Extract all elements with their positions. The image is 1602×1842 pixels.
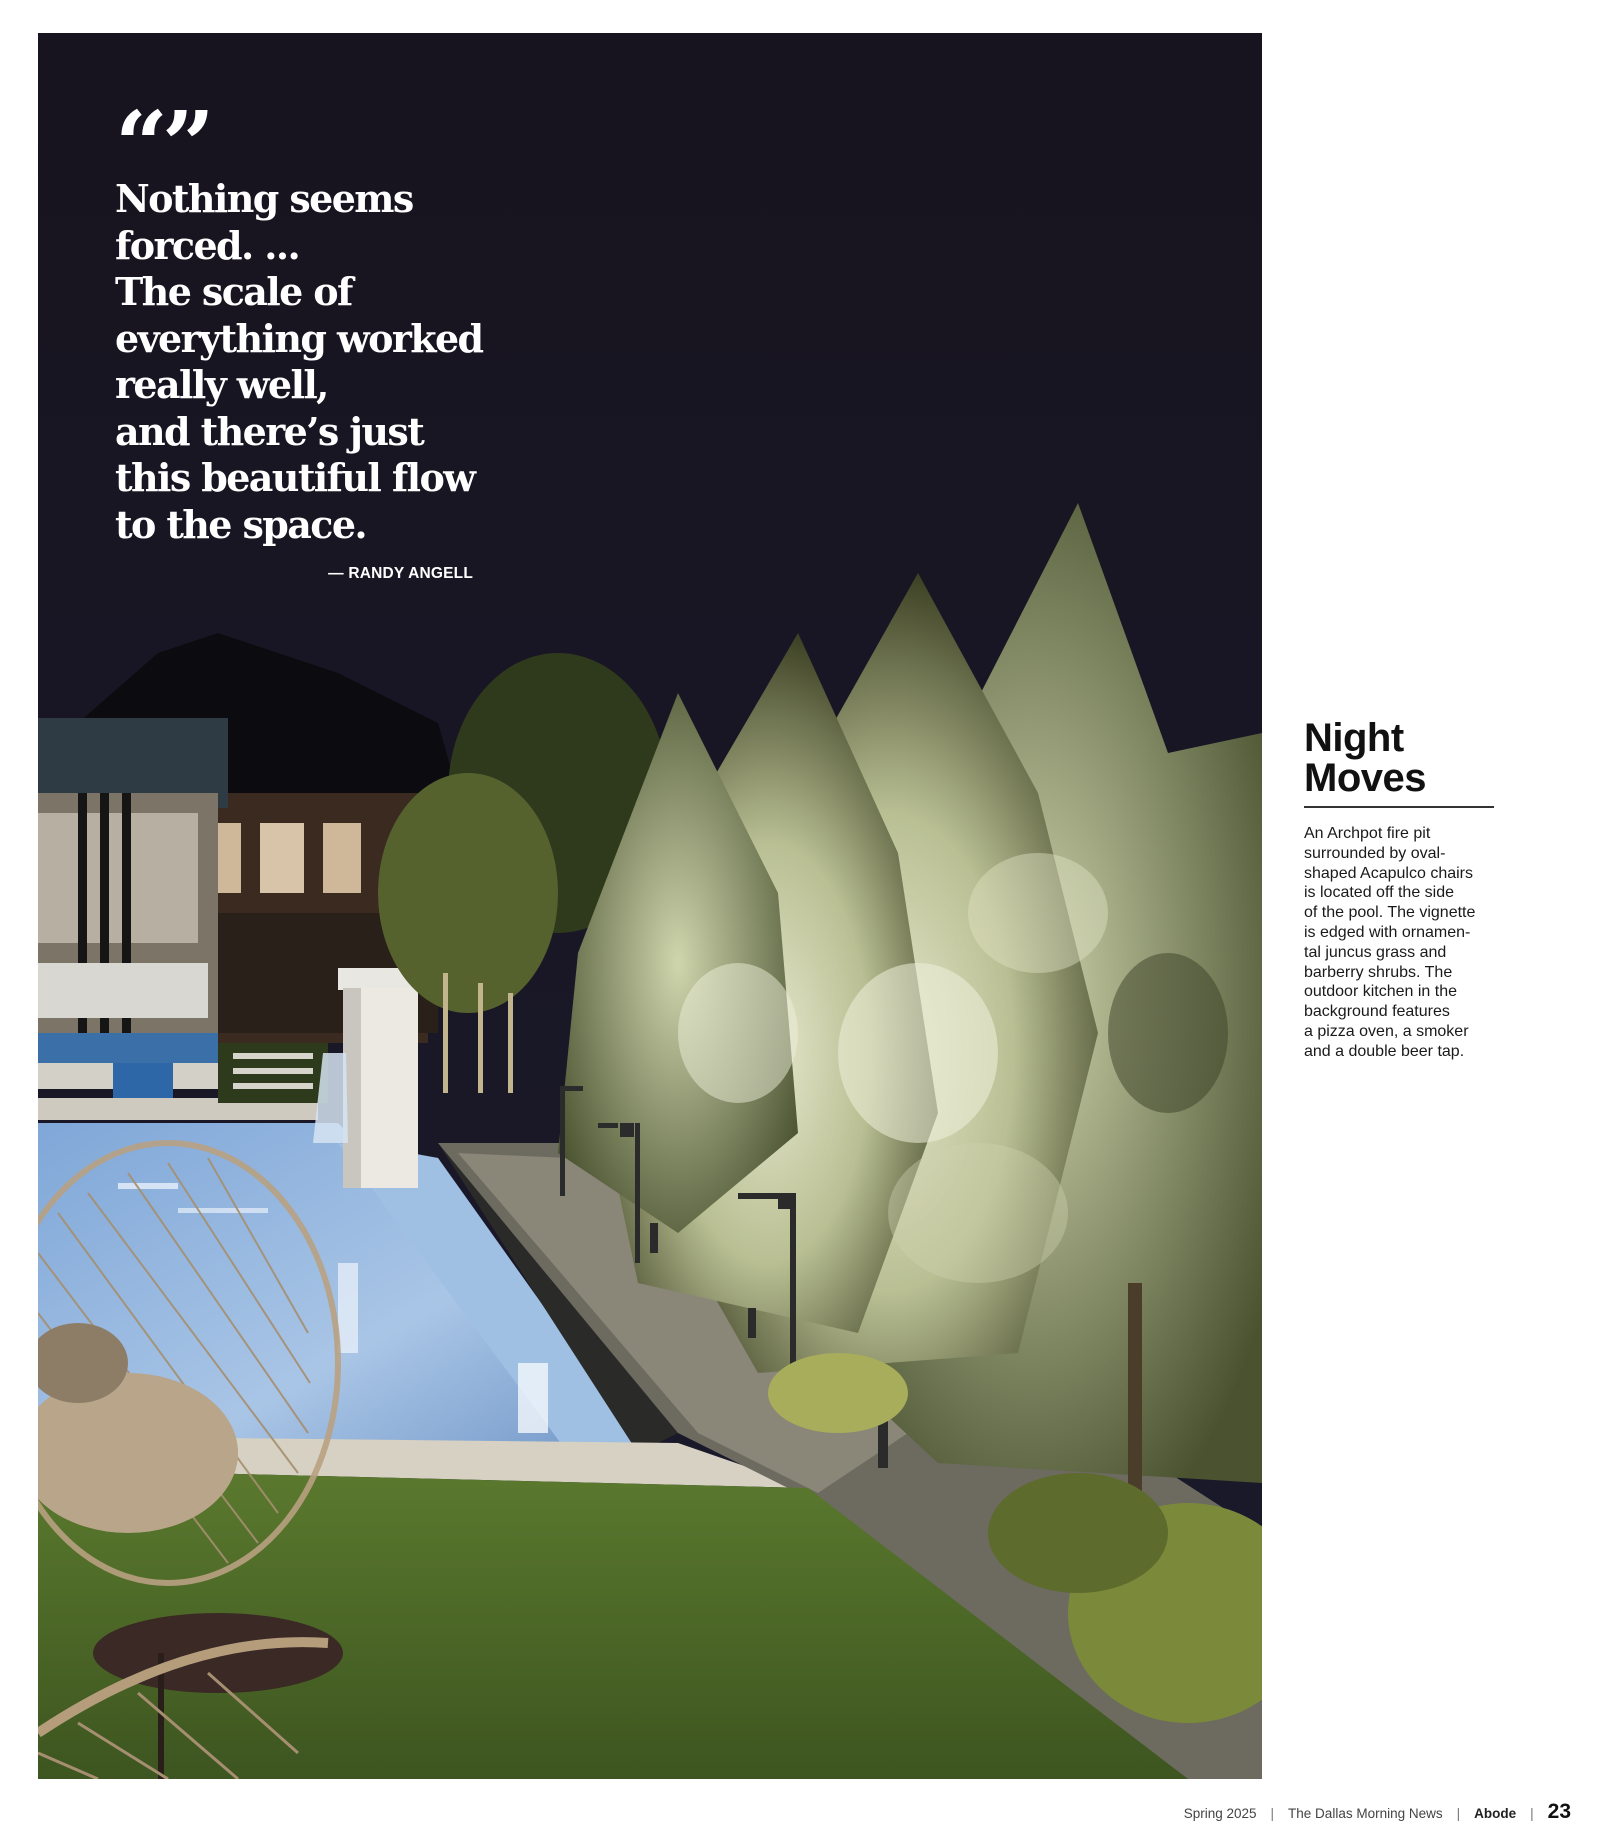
- sidebar-title: Night Moves: [1304, 718, 1494, 808]
- pull-quote: [115, 91, 495, 548]
- footer-separator: |: [1270, 1806, 1275, 1821]
- footer-issue: Spring 2025: [1183, 1806, 1257, 1821]
- page-footer: [1184, 1800, 1571, 1824]
- page-number: 23: [1547, 1800, 1571, 1823]
- footer-separator: |: [1456, 1806, 1461, 1821]
- photo-caption: An Archpot fire pit surrounded by oval- shaped Acapulco chairs is located off the side of the pool. The vignette is edged with ornamen- tal juncus grass and barberry shrubs. The outdoor kitchen in the background features a pizza oven, a smoker and a double beer tap.: [1304, 825, 1476, 1060]
- quote-mark-icon: “”: [115, 91, 209, 199]
- pull-quote-attribution: — RANDY ANGELL: [328, 565, 473, 582]
- footer-separator: |: [1530, 1806, 1534, 1821]
- footer-publication: The Dallas Morning News: [1288, 1806, 1443, 1821]
- footer-section: Abode: [1474, 1806, 1517, 1821]
- caption-sidebar: [1304, 718, 1504, 1062]
- pull-quote-text: Nothing seems forced. ... The scale of everything worked really well, and there’s just this beautiful flow to the space.: [115, 176, 483, 547]
